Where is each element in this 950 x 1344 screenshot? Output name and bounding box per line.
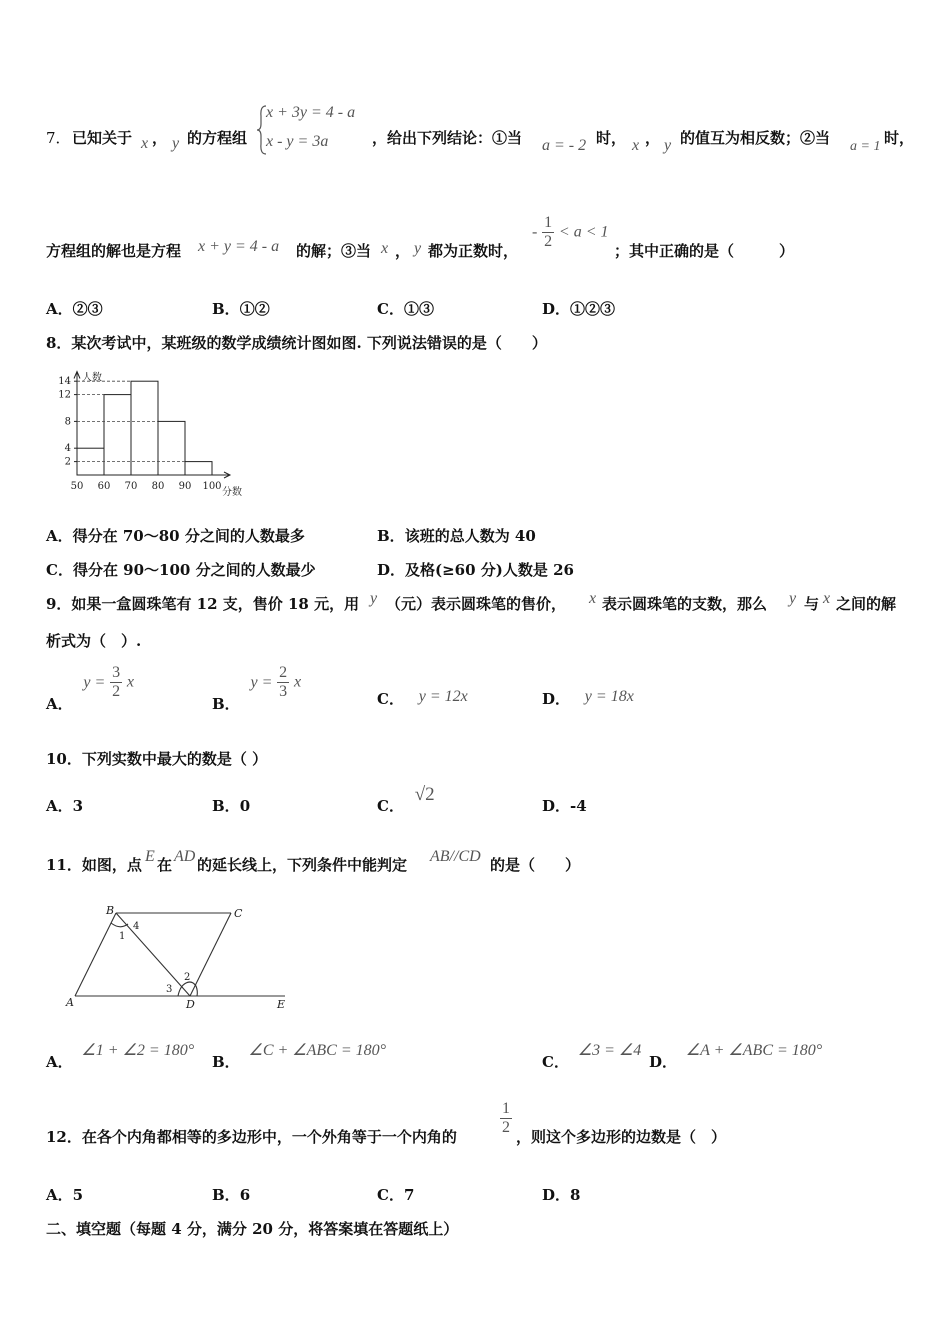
q7-var-x: x <box>141 135 149 152</box>
q7-var-x3: x <box>381 240 389 257</box>
q7-eq3: x + y = 4 - a <box>198 238 280 255</box>
q11-option-c[interactable]: C． ∠3 = ∠4 <box>542 1042 642 1071</box>
label-angle-4: 4 <box>133 921 140 932</box>
label-e: E <box>277 998 286 1011</box>
q9-option-c[interactable]: C． y = 12x <box>377 688 468 708</box>
q7-var-y3: y <box>414 240 422 257</box>
q10-option-b[interactable]: B．0 <box>212 797 251 815</box>
section2-title: 二、填空题（每题 4 分，满分 20 分，将答案填在答题纸上） <box>46 1220 459 1238</box>
parallelogram-figure <box>60 900 300 1015</box>
label-angle-1: 1 <box>119 931 126 942</box>
q7-text-3: ，给出下列结论：①当 <box>372 129 523 147</box>
histogram-chart <box>40 360 270 500</box>
segment-BD <box>116 913 190 996</box>
q7-ineq-den: 2 <box>544 233 553 250</box>
histogram-bar <box>158 421 185 475</box>
q11-option-d[interactable]: D． ∠A + ∠ABC = 180° <box>649 1042 823 1071</box>
q7-var-y: y <box>172 135 180 152</box>
x-tick-label: 70 <box>124 481 138 492</box>
y-axis-label: 人数 <box>82 372 102 384</box>
segment-CD <box>190 913 231 996</box>
q7-comma3: ， <box>395 242 411 260</box>
q12-frac-den: 2 <box>502 1119 510 1136</box>
x-tick-label: 50 <box>70 481 84 492</box>
q7-text-7: 方程组的解也是方程 <box>46 242 182 260</box>
q8-option-d[interactable]: D．及格(≥60 分)人数是 26 <box>377 561 574 579</box>
q10-stem: 10．下列实数中最大的数是（ ） <box>46 750 268 768</box>
q10-option-a[interactable]: A．3 <box>46 797 84 815</box>
histogram-bar <box>104 395 131 475</box>
q9-var-x2: x <box>823 590 831 607</box>
q9-stem-3: 表示圆珠笔的支数，那么 <box>602 595 768 613</box>
q12-option-a[interactable]: A．5 <box>46 1186 84 1204</box>
q7-text-6: 时， <box>884 129 915 147</box>
q11-var-e: E <box>145 848 155 865</box>
q7-comma: ， <box>152 129 168 147</box>
y-tick-label: 2 <box>64 456 71 468</box>
histogram-bar <box>131 381 158 475</box>
q7-cond1: a = - 2 <box>542 137 587 154</box>
q12-option-d[interactable]: D．8 <box>542 1186 581 1204</box>
q12-text-2: ，则这个多边形的边数是（ ） <box>516 1128 727 1146</box>
q11-var-ad: AD <box>174 848 196 865</box>
q9-var-y2: y <box>789 590 797 607</box>
q12-fraction <box>500 1100 512 1137</box>
q9-stem-5: 之间的解 <box>836 595 897 613</box>
q7-ineq-minus: - <box>532 223 538 241</box>
q12-option-c[interactable]: C．7 <box>377 1186 415 1204</box>
q7-text-10: ；其中正确的是（ ） <box>614 242 795 260</box>
q8-stem: 8．某次考试中，某班级的数学成绩统计图如图. 下列说法错误的是（ ） <box>46 334 547 352</box>
q7-ineq-rest: < a < 1 <box>558 223 609 241</box>
x-tick-label: 80 <box>151 481 165 492</box>
q9-var-y: y <box>370 590 378 607</box>
q9-var-x: x <box>589 590 597 607</box>
q7-text-8: 的解；③当 <box>296 242 372 260</box>
q7-text-9: 都为正数时， <box>428 242 519 260</box>
label-a: A <box>66 996 74 1009</box>
q7-cond2: a = 1 <box>850 139 881 154</box>
q7-eq2: x - y = 3a <box>266 133 329 150</box>
q10-option-d[interactable]: D．-4 <box>542 797 587 815</box>
q11-text-3: 的延长线上，下列条件中能判定 <box>197 856 408 874</box>
q7-var-x2: x <box>632 137 640 154</box>
q12-text-1: 12．在各个内角都相等的多边形中，一个外角等于一个内角的 <box>46 1128 457 1146</box>
y-tick-label: 12 <box>58 389 71 401</box>
q7-option-b[interactable]: B．①② <box>212 300 270 318</box>
y-tick-label: 4 <box>64 443 71 455</box>
q8-option-b[interactable]: B．该班的总人数为 40 <box>377 527 536 545</box>
q11-option-b[interactable]: B． ∠C + ∠ABC = 180° <box>212 1042 387 1071</box>
x-axis-label: 分数 <box>222 487 242 498</box>
q7-text-4: 时， <box>596 129 627 147</box>
label-d: D <box>186 998 195 1011</box>
x-tick-label: 100 <box>202 481 222 492</box>
label-b: B <box>106 904 115 917</box>
histogram-bar <box>185 462 212 475</box>
q9-option-b[interactable]: B． y = $\frac{2}{3}$ x <box>212 664 302 713</box>
q11-option-a[interactable]: A． ∠1 + ∠2 = 180° <box>46 1042 195 1071</box>
q7-var-y2: y <box>664 137 672 154</box>
q7-text-5: 的值互为相反数；②当 <box>680 129 831 147</box>
q9-option-a[interactable]: A． y = $\frac{3}{2}$ x <box>46 664 134 713</box>
segment-AB <box>75 913 116 996</box>
q9-stem-6: 析式为（ ）. <box>46 632 142 650</box>
label-angle-2: 2 <box>184 972 191 983</box>
q9-option-d[interactable]: D． y = 18x <box>542 688 634 708</box>
q7-text-2: 的方程组 <box>187 129 248 147</box>
q7-ineq-frac <box>542 214 554 251</box>
q7-option-c[interactable]: C．①③ <box>377 300 434 318</box>
q9-stem-1: 9．如果一盒圆珠笔有 12 支，售价 18 元，用 <box>46 595 360 613</box>
y-tick-label: 8 <box>64 416 71 428</box>
q11-text-4: 的是（ ） <box>490 856 581 874</box>
q7-num: 7． <box>46 129 71 147</box>
q11-text-2: 在 <box>157 856 173 874</box>
q7-option-d[interactable]: D．①②③ <box>542 300 616 318</box>
x-tick-label: 60 <box>97 481 111 492</box>
q7-inequality <box>532 214 608 251</box>
q7-eq1: x + 3y = 4 - a <box>266 104 356 121</box>
q11-var-abcd: AB//CD <box>430 848 481 865</box>
q8-option-a[interactable]: A．得分在 70～80 分之间的人数最多 <box>46 527 305 545</box>
q12-option-b[interactable]: B．6 <box>212 1186 251 1204</box>
q9-stem-4: 与 <box>804 595 820 613</box>
y-tick-label: 14 <box>58 376 71 388</box>
q7-text-1: 已知关于 <box>72 129 133 147</box>
q7-option-a[interactable]: A．②③ <box>46 300 103 318</box>
q10-option-c[interactable]: C． √2 <box>377 784 435 815</box>
label-c: C <box>234 907 243 920</box>
q11-text-1: 11．如图，点 <box>46 856 142 874</box>
label-angle-3: 3 <box>166 984 173 995</box>
q12-frac-num: 1 <box>502 1100 510 1117</box>
q7-comma2: ， <box>645 129 661 147</box>
q7-ineq-num: 1 <box>544 214 553 231</box>
x-tick-label: 90 <box>178 481 192 492</box>
q9-stem-2: （元）表示圆珠笔的售价， <box>386 595 567 613</box>
q8-option-c[interactable]: C．得分在 90～100 分之间的人数最少 <box>46 561 316 579</box>
